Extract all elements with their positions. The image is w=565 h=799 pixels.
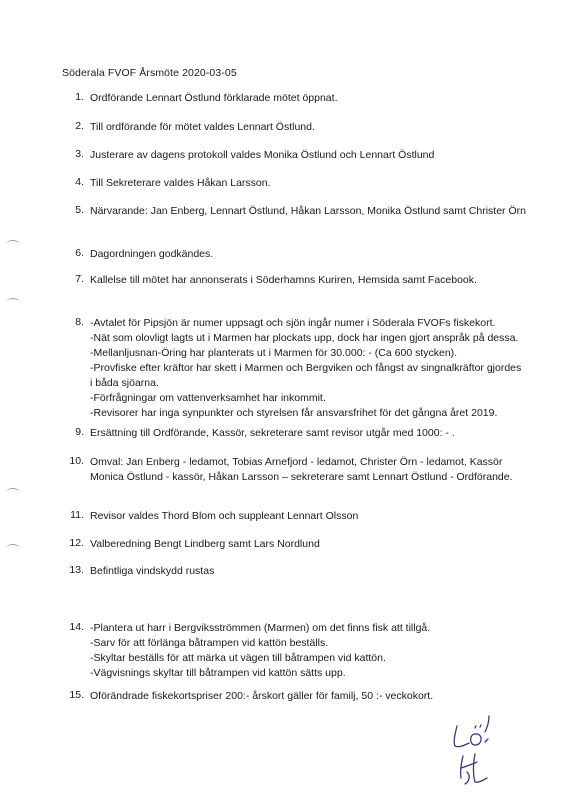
item-number: 15. [69, 689, 84, 701]
item-line: Närvarande: Jan Enberg, Lennart Östlund, Håkan Larsson, Monika Östlund samt Christer Örn [90, 205, 526, 217]
item-text [90, 148, 530, 163]
item-line: -Vägvisnings skyltar till båtrampen vid kattön sätts upp. [90, 667, 346, 679]
item-line: Kallelse till mötet har annonserats i Söderhamns Kuriren, Hemsida samt Facebook. [90, 274, 477, 286]
handwritten-initials [445, 712, 505, 787]
item-line: -Plantera ut harr i Bergviksströmmen (Marmen) om det finns fisk att tillgå. [90, 622, 431, 634]
item-line: -Revisorer har inga synpunkter och styrelsen får ansvarsfrihet för det gångna året 2019. [90, 407, 498, 419]
item-text [90, 176, 530, 191]
item-number: 5. [75, 204, 84, 216]
punch-hole-mark [6, 298, 20, 307]
item-text [90, 273, 530, 288]
item-line: Oförändrade fiskekortspriser 200:- årskort gäller för familj, 50 :- veckokort. [90, 690, 434, 702]
item-text [90, 120, 530, 135]
item-text [90, 621, 530, 681]
item-number: 9. [75, 426, 84, 438]
item-line: i båda sjöarna. [90, 377, 159, 389]
item-text [90, 537, 530, 552]
item-line: -Provfiske efter kräftor har skett i Marmen och Bergviken och fångst av singnalkräftor gjordes [90, 362, 522, 374]
item-number: 12. [69, 537, 84, 549]
item-number: 4. [75, 176, 84, 188]
signature-drawing [445, 712, 505, 787]
item-number: 7. [75, 273, 84, 285]
item-number: 10. [69, 455, 84, 467]
item-line: Monica Östlund - kassör, Håkan Larsson – sekreterare samt Lennart Östlund - Ordförande. [90, 471, 513, 483]
item-line: -Mellanljusnan-Öring har planterats ut i Marmen för 30.000: - (Ca 600 stycken). [90, 347, 458, 359]
item-text [90, 509, 530, 524]
item-text [90, 564, 530, 579]
item-number: 1. [75, 91, 84, 103]
item-text [90, 455, 530, 485]
item-line: Befintliga vindskydd rustas [90, 565, 215, 577]
item-text [90, 204, 530, 219]
item-line: Till Sekreterare valdes Håkan Larsson. [90, 177, 271, 189]
item-text [90, 91, 530, 106]
item-line: Omval: Jan Enberg - ledamot, Tobias Arnefjord - ledamot, Christer Örn - ledamot, Kassör [90, 456, 503, 468]
item-number: 14. [69, 621, 84, 633]
item-number: 6. [75, 247, 84, 259]
item-line: Ersättning till Ordförande, Kassör, sekreterare samt revisor utgår med 1000: - . [90, 427, 455, 439]
item-line: Till ordförande för mötet valdes Lennart Östlund. [90, 121, 315, 133]
item-number: 2. [75, 120, 84, 132]
item-number: 3. [75, 148, 84, 160]
item-text [90, 247, 530, 262]
item-line: -Avtalet för Pipsjön är numer uppsagt och sjön ingår numer i Söderala FVOFs fiskekort. [90, 317, 496, 329]
item-text [90, 689, 530, 704]
item-text [90, 316, 530, 421]
item-line: Valberedning Bengt Lindberg samt Lars Nordlund [90, 538, 320, 550]
punch-hole-mark [6, 488, 20, 497]
item-line: Ordförande Lennart Östlund förklarade mötet öppnat. [90, 92, 338, 104]
item-number: 13. [69, 564, 84, 576]
item-line: -Förfrågningar om vattenverksamhet har inkommit. [90, 392, 326, 404]
punch-hole-mark [6, 544, 20, 553]
item-number: 11. [70, 509, 84, 521]
item-line: Revisor valdes Thord Blom och suppleant Lennart Olsson [90, 510, 359, 522]
item-line: Dagordningen godkändes. [90, 248, 214, 260]
item-line: Justerare av dagens protokoll valdes Monika Östlund och Lennart Östlund [90, 149, 435, 161]
item-text [90, 426, 530, 441]
item-line: -Nät som olovligt lagts ut i Marmen har plockats upp, dock har ingen gjort anspråk på dessa. [90, 332, 519, 344]
item-line: -Sarv för att förlänga båtrampen vid kattön beställs. [90, 637, 329, 649]
document-title: Söderala FVOF Årsmöte 2020-03-05 [62, 67, 237, 79]
punch-hole-mark [6, 240, 20, 249]
item-line: -Skyltar beställs för att märka ut vägen till båtrampen vid kattön. [90, 652, 386, 664]
item-number: 8. [75, 316, 84, 328]
